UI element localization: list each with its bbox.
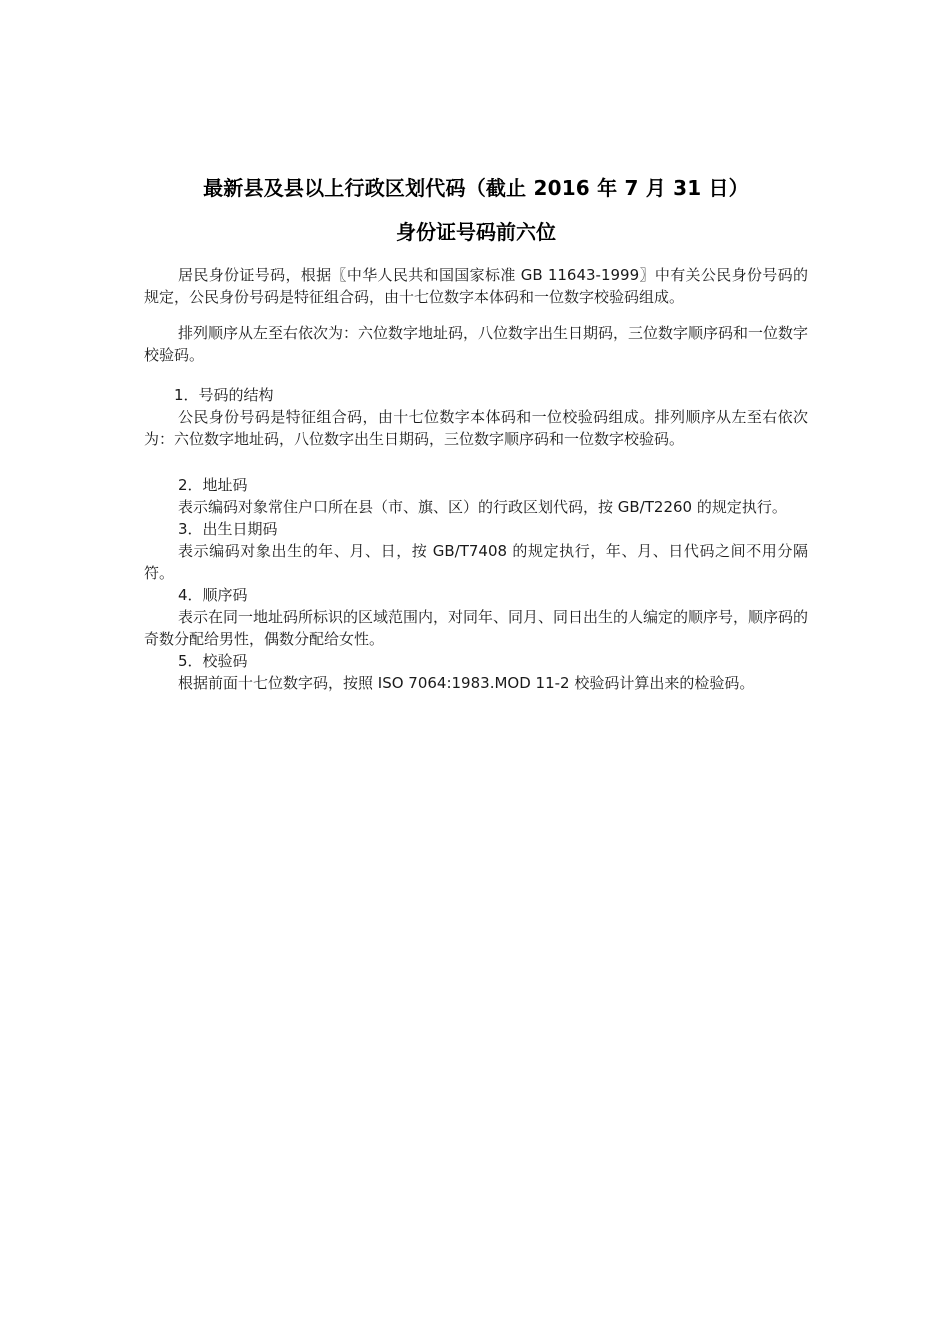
section-body-address-code: 表示编码对象常住户口所在县（市、旗、区）的行政区划代码，按 GB/T2260 的规定执行。 (178, 498, 787, 516)
section-heading-address-code: 2．地址码 (178, 476, 248, 494)
document-subtitle: 身份证号码前六位 (396, 220, 556, 244)
intro-paragraph: 排列顺序从左至右依次为：六位数字地址码，八位数字出生日期码，三位数字顺序码和一位数字校验码。 (144, 324, 809, 364)
section-heading-birth-date-code: 3．出生日期码 (178, 520, 278, 538)
section-body-birth-date-code: 表示编码对象出生的年、月、日，按 GB/T7408 的规定执行，年、月、日代码之间不用分隔符。 (144, 542, 808, 582)
section-heading-sequence-code: 4．顺序码 (178, 586, 248, 604)
section-body-structure: 公民身份号码是特征组合码，由十七位数字本体码和一位校验码组成。排列顺序从左至右依次为：六位数字地址码，八位数字出生日期码，三位数字顺序码和一位数字校验码。 (144, 408, 808, 448)
document-body (144, 172, 808, 694)
intro-paragraph: 居民身份证号码，根据〖中华人民共和国国家标准 GB 11643-1999〗中有关公民身份号码的规定，公民身份号码是特征组合码，由十七位数字本体码和一位数字校验码组成。 (144, 266, 808, 306)
section-heading-check-code: 5．校验码 (178, 652, 248, 670)
section-heading-structure: 1．号码的结构 (174, 386, 274, 404)
section-body-sequence-code: 表示在同一地址码所标识的区域范围内，对同年、同月、同日出生的人编定的顺序号，顺序码的奇数分配给男性，偶数分配给女性。 (144, 608, 809, 648)
document-title: 最新县及县以上行政区划代码（截止 2016 年 7 月 31 日） (203, 176, 749, 200)
section-body-check-code: 根据前面十七位数字码，按照 ISO 7064:1983.MOD 11-2 校验码计算出来的检验码。 (178, 674, 755, 692)
